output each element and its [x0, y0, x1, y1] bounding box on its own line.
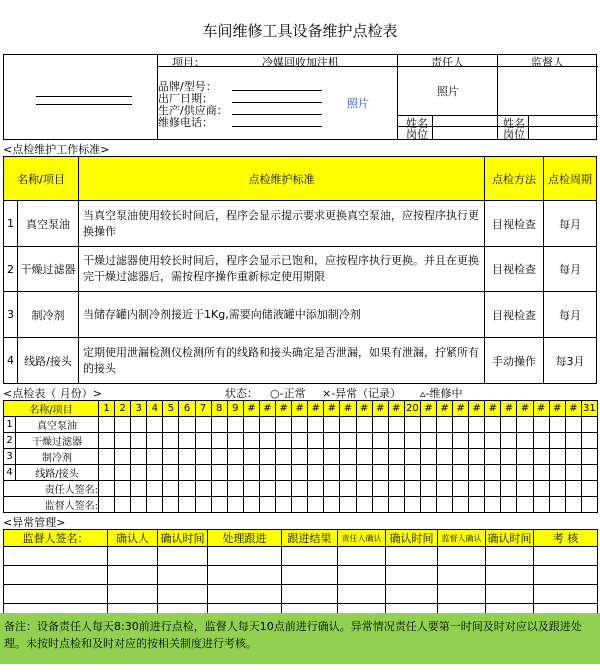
check-row-name: 制冷剂: [16, 449, 99, 465]
form-title: 车间维修工具设备维护点检表: [202, 22, 398, 40]
check-row-name: 线路/接头: [16, 465, 99, 481]
responsible-name-label: 姓名: [406, 117, 428, 130]
status-label: 状态：: [225, 387, 258, 400]
abnormal-header: 处理跟进: [208, 530, 282, 547]
check-row-name: 真空泵油: [16, 417, 99, 433]
abnormal-header: 跟进结果: [282, 530, 338, 547]
check-row: [4, 449, 598, 465]
check-row: [4, 465, 598, 481]
day-header: #: [340, 401, 356, 417]
day-header: #: [243, 401, 259, 417]
sign-row: [4, 497, 598, 513]
supervisor-sign-label: 监督人签名:: [4, 497, 99, 513]
day-header: #: [549, 401, 565, 417]
abnormal-header: 监督人确认: [438, 530, 486, 547]
project-label: 项目：: [172, 56, 205, 69]
check-row-number: 4: [4, 465, 16, 481]
abnormal-header: 确认人: [108, 530, 158, 547]
abnormal-header-row: [4, 530, 598, 547]
row-method: 目视检查: [484, 200, 544, 247]
day-header: #: [565, 401, 581, 417]
day-header: #: [324, 401, 340, 417]
legend-normal: ○-正常: [270, 387, 306, 400]
abnormal-table: [3, 529, 598, 623]
date-label: 出厂日期：: [158, 92, 213, 105]
row-method: 手动操作: [484, 337, 544, 384]
logo-line: [36, 104, 132, 105]
photo-placeholder: 照片: [347, 97, 369, 110]
abnormal-row: [4, 566, 598, 585]
row-cycle: 每月: [543, 291, 597, 338]
project-value: 冷媒回收加注机: [262, 56, 339, 69]
day-header: #: [436, 401, 452, 417]
day-header: #: [453, 401, 469, 417]
divider: [398, 115, 598, 116]
divider: [398, 126, 598, 127]
day-header: 9: [227, 401, 243, 417]
check-header-row: [4, 401, 598, 417]
row-name: 真空泵油: [17, 200, 79, 247]
day-header: #: [372, 401, 388, 417]
check-row: [4, 417, 598, 433]
day-header: #: [485, 401, 501, 417]
abnormal-heading: <异常管理>: [3, 516, 66, 529]
abnormal-header: 确认时间: [486, 530, 534, 547]
row-standard: 当储存罐内制冷剂接近于1Kg,需要向储液罐中添加制冷剂: [78, 291, 485, 338]
day-header: #: [533, 401, 549, 417]
supervisor-post-label: 岗位: [503, 128, 525, 141]
row-name: 干燥过滤器: [17, 246, 79, 292]
check-heading: <点检表（ 月份）>: [3, 387, 102, 400]
day-header: 1: [99, 401, 115, 417]
day-header: #: [517, 401, 533, 417]
row-method: 目视检查: [484, 291, 544, 338]
check-row-number: 1: [4, 417, 16, 433]
abnormal-header: 确认时间: [386, 530, 438, 547]
col-method-header: 点检方法: [484, 156, 544, 201]
check-name-header: 名称/项目: [4, 401, 99, 417]
day-header: #: [259, 401, 275, 417]
row-cycle: 每月: [543, 200, 597, 247]
row-standard: 干燥过滤器使用较长时间后，程序会显示已饱和，应按程序执行更换。并且在更换完干燥过滤器后，需按程序操作重新标定使用期限: [78, 246, 485, 292]
check-row: [4, 433, 598, 449]
row-standard: 当真空泵油使用较长时间后，程序会显示提示要求更换真空泵油，应按程序执行更换操作: [78, 200, 485, 247]
responsible-post-label: 岗位: [406, 128, 428, 141]
row-number: 1: [3, 200, 18, 247]
day-header: 7: [195, 401, 211, 417]
day-header: 5: [163, 401, 179, 417]
legend-abnormal: ×-异常（记录）: [322, 387, 402, 400]
day-header: #: [356, 401, 372, 417]
row-number: 4: [3, 337, 18, 384]
row-cycle: 每3月: [543, 337, 597, 384]
day-header: #: [276, 401, 292, 417]
note-text: 备注：设备责任人每天8:30前进行点检，监督人每天10点前进行确认。异常情况责任人要第一时间及时对应以及跟进处理。未按时点检和及时对应的按相关制度进行考核。: [0, 613, 600, 664]
day-header: #: [420, 401, 436, 417]
supervisor-label: 监督人: [531, 56, 564, 69]
check-row-name: 干燥过滤器: [16, 433, 99, 449]
check-row-number: 3: [4, 449, 16, 465]
row-standard: 定期使用泄漏检测仪检测所有的线路和接头确定是否泄漏，如果有泄漏，拧紧所有的接头: [78, 337, 485, 384]
date-field[interactable]: [232, 102, 322, 103]
abnormal-header: 监督人签名：: [4, 530, 108, 547]
phone-field[interactable]: [232, 126, 322, 127]
legend-repair: ▵-维修中: [420, 387, 463, 400]
abnormal-row: [4, 547, 598, 566]
day-header: 6: [179, 401, 195, 417]
day-header: #: [292, 401, 308, 417]
row-number: 2: [3, 246, 18, 292]
divider: [432, 115, 433, 140]
abnormal-header: 确认时间: [158, 530, 208, 547]
day-header: 3: [131, 401, 147, 417]
standard-heading: <点检维护工作标准>: [3, 143, 110, 156]
divider: [528, 115, 529, 140]
brand-label: 品牌/型号：: [158, 80, 217, 93]
responsible-sign-label: 责任人签名:: [4, 481, 99, 497]
producer-field[interactable]: [232, 114, 322, 115]
day-header: #: [388, 401, 404, 417]
logo-line: [36, 96, 132, 97]
responsible-photo: 照片: [437, 85, 459, 98]
col-standard-header: 点检维护标准: [78, 156, 485, 201]
row-number: 3: [3, 291, 18, 338]
check-grid: [3, 400, 598, 513]
day-header: 8: [211, 401, 227, 417]
abnormal-header: 考 核: [534, 530, 598, 547]
row-name: 制冷剂: [17, 291, 79, 338]
producer-label: 生产/供应商：: [158, 104, 228, 117]
day-header: #: [308, 401, 324, 417]
check-row-number: 2: [4, 433, 16, 449]
row-method: 目视检查: [484, 246, 544, 292]
responsible-label: 责任人: [431, 56, 464, 69]
row-cycle: 每月: [543, 246, 597, 292]
abnormal-header: 责任人确认: [338, 530, 386, 547]
col-cycle-header: 点检周期: [543, 156, 597, 201]
day-header: 2: [115, 401, 131, 417]
col-name-header: 名称/项目: [3, 156, 79, 201]
abnormal-row: [4, 585, 598, 604]
day-header: #: [501, 401, 517, 417]
phone-label: 维修电话：: [158, 116, 213, 129]
day-header: #: [469, 401, 485, 417]
day-header: 31: [581, 401, 597, 417]
day-header: 4: [147, 401, 163, 417]
day-header: 20: [404, 401, 420, 417]
supervisor-name-label: 姓名: [503, 117, 525, 130]
brand-field[interactable]: [232, 90, 322, 91]
row-name: 线路/接头: [17, 337, 79, 384]
sign-row: [4, 481, 598, 497]
